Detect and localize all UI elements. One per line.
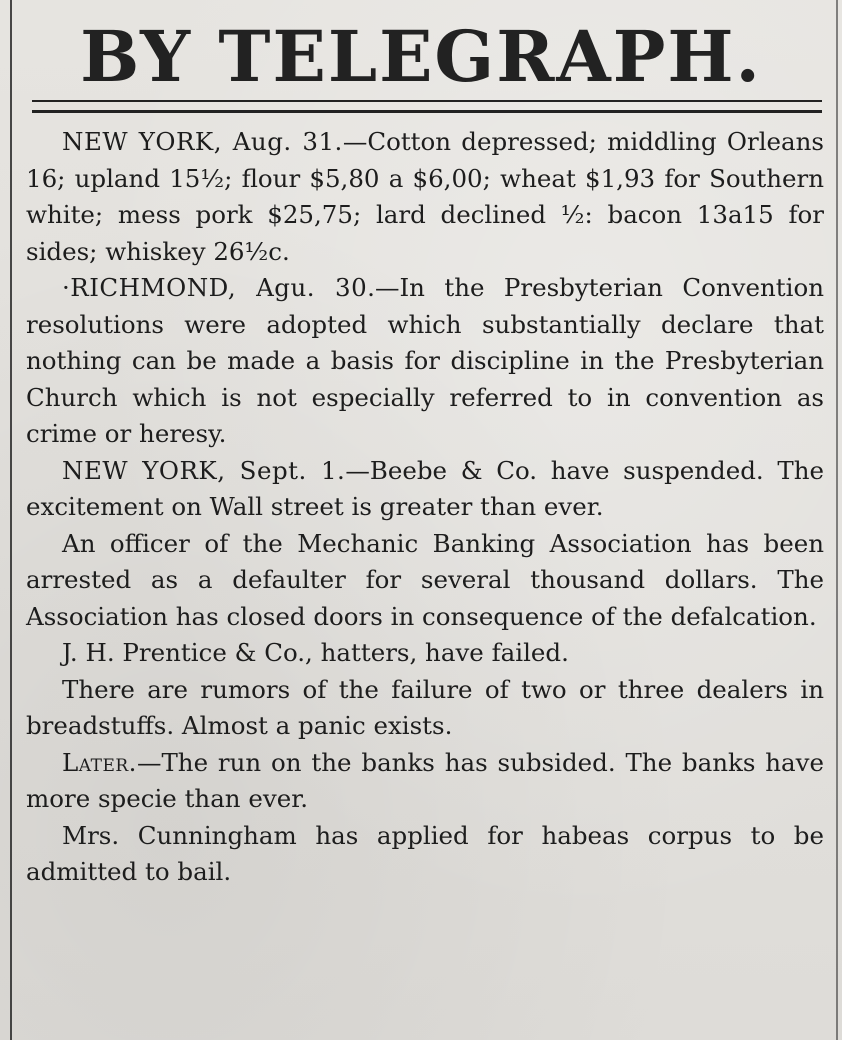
dispatch-breadstuffs-rumors <box>26 672 824 745</box>
dispatch-text: Mrs. Cunningham has applied for habeas corpus to be admitted to bail. <box>26 820 824 886</box>
headline: BY TELEGRAPH. <box>80 15 762 98</box>
dispatch-new-york-sept-1 <box>26 453 824 526</box>
dispatch-cunningham <box>26 818 824 891</box>
dispatch-dateline: Later. <box>62 747 137 777</box>
dispatch-text: —The run on the banks has subsided. The banks have more specie than ever. <box>26 747 824 813</box>
article-body <box>26 124 824 891</box>
dispatch-text: There are rumors of the failure of two or three dealers in breadstuffs. Almost a panic exists. <box>26 674 824 740</box>
dispatch-text: An officer of the Mechanic Banking Association has been arrested as a defaulter for several thousand dollars. The Association has closed doors in consequence of the defalcation. <box>26 528 824 631</box>
dispatch-prentice-failed <box>26 635 824 672</box>
column-rule-left <box>10 0 12 1040</box>
column-rule-right <box>836 0 838 1040</box>
dispatch-mechanic-banking <box>26 526 824 636</box>
dispatch-dateline: ·RICHMOND, Agu. 30 <box>62 273 368 302</box>
dispatch-dateline: NEW YORK, Aug. 31. <box>62 127 343 156</box>
dispatch-text: —Beebe & Co. have suspended. The excitement on Wall street is greater than ever. <box>26 455 825 521</box>
dispatch-text: .—In the Presbyterian Convention resolutions were adopted which substantially declare that nothing can be made a basis for discipline in the Presbyterian Church which is not especially referred to in convention as crime or heresy. <box>26 273 824 448</box>
dispatch-new-york-aug-31 <box>26 124 824 270</box>
dispatch-dateline: NEW YORK, Sept. 1. <box>62 455 346 485</box>
dispatch-later <box>26 745 824 818</box>
dispatch-text: J. H. Prentice & Co., hatters, have failed. <box>62 638 569 667</box>
dispatch-text: —Cotton depressed; middling Orleans 16; upland 15½; flour $5,80 a $6,00; wheat $1,93 for Southern white; mess pork $25,75; lard declined ½: bacon 13a15 for sides; whiskey 26½c. <box>26 127 824 266</box>
dispatch-richmond-aug-30 <box>26 270 824 453</box>
headline-double-rule <box>32 100 822 113</box>
